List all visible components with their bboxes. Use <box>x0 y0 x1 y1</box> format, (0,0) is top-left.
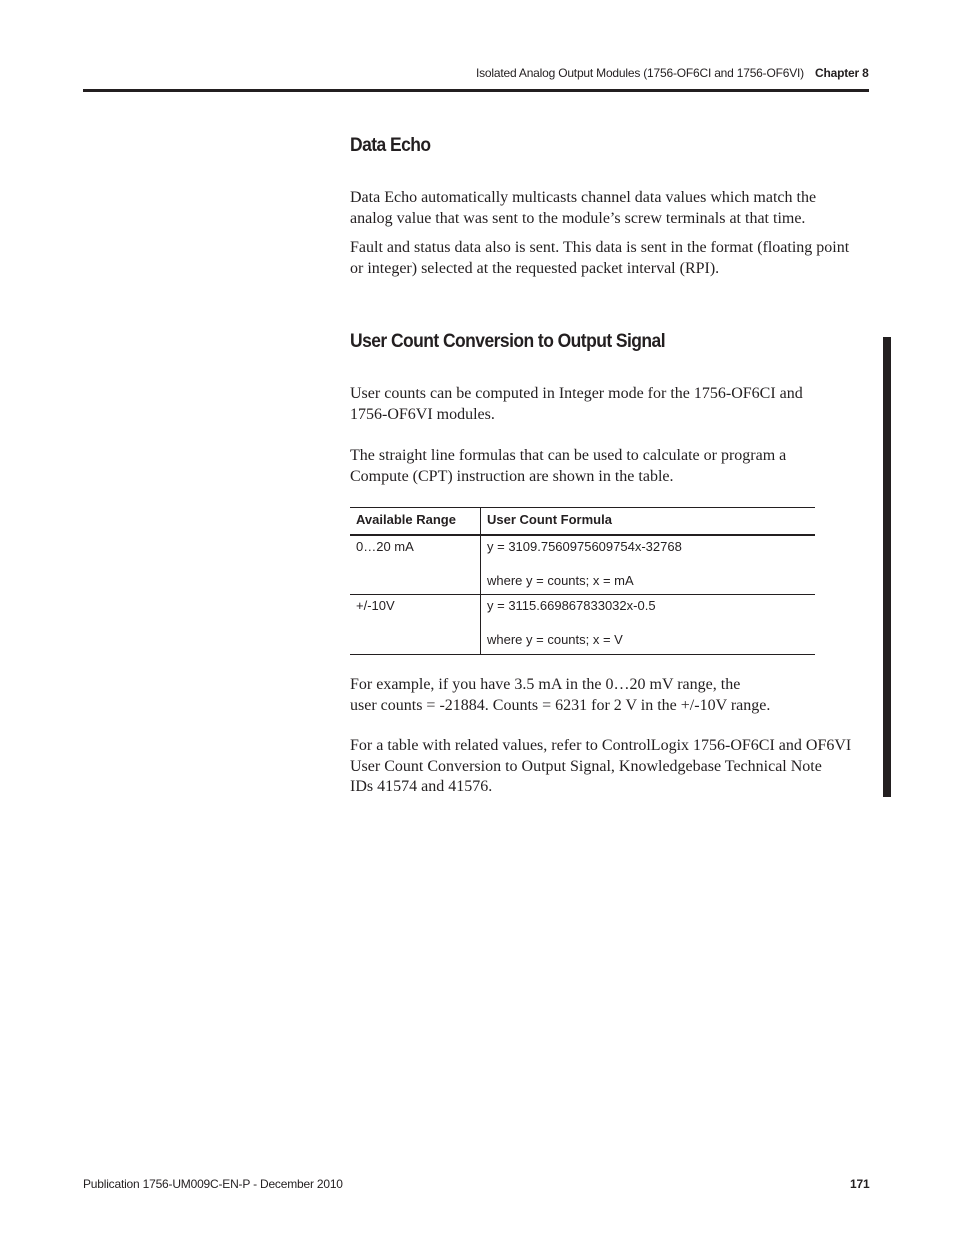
text-line: 1756-OF6VI modules. <box>350 405 495 423</box>
text-line: analog value that was sent to the module’s screw terminals at that time. <box>350 209 806 227</box>
text-line: For a table with related values, refer to ControlLogix 1756-OF6CI and OF6VI <box>350 737 852 754</box>
publication-footer: Publication 1756-UM009C-EN-P - December 2010 <box>83 1177 343 1191</box>
formula-value: y = 3115.669867833032x-0.5 <box>487 598 656 613</box>
page-number: 171 <box>850 1177 870 1191</box>
range-value: 0…20 mA <box>356 538 414 554</box>
text-line: or integer) selected at the requested packet interval (RPI). <box>350 259 720 277</box>
range-cell <box>350 595 481 655</box>
user-count-heading: User Count Conversion to Output Signal <box>350 331 666 352</box>
text-line: For example, if you have 3.5 mA in the 0…20 mV range, the <box>350 676 741 693</box>
reference-paragraph <box>350 736 875 798</box>
formula-note: where y = counts; x = mA <box>487 572 634 588</box>
formula-cell <box>481 595 816 655</box>
column-header-formula: User Count Formula <box>481 508 816 535</box>
formula-note: where y = counts; x = V <box>487 632 623 647</box>
user-count-paragraph-1 <box>350 384 875 425</box>
data-echo-heading: Data Echo <box>350 135 431 156</box>
example-paragraph <box>350 675 875 716</box>
data-echo-paragraph-2 <box>350 238 875 279</box>
text-line: Fault and status data also is sent. This data is sent in the format (floating point <box>350 239 850 256</box>
formula-table <box>350 507 815 655</box>
range-value: +/-10V <box>356 598 395 613</box>
table-header-row <box>350 508 815 535</box>
text-line: user counts = -21884. Counts = 6231 for 2 V in the +/-10V range. <box>350 696 771 714</box>
text-line: User counts can be computed in Integer mode for the 1756-OF6CI and <box>350 385 803 402</box>
text-line: The straight line formulas that can be used to calculate or program a <box>350 447 787 464</box>
range-cell <box>350 535 481 595</box>
column-header-range: Available Range <box>350 508 481 535</box>
formula-value: y = 3109.7560975609754x-32768 <box>487 538 682 554</box>
user-count-paragraph-2 <box>350 446 875 487</box>
text-line: User Count Conversion to Output Signal, Knowledgebase Technical Note <box>350 757 822 775</box>
text-line: IDs 41574 and 41576. <box>350 778 493 795</box>
header-rule <box>83 89 869 92</box>
text-line: Compute (CPT) instruction are shown in the table. <box>350 467 674 485</box>
table-row <box>350 595 815 655</box>
formula-cell <box>481 535 816 595</box>
data-echo-paragraph-1 <box>350 188 875 229</box>
chapter-side-bar <box>883 337 891 797</box>
chapter-label: Chapter 8 <box>815 66 869 80</box>
running-header-title: Isolated Analog Output Modules (1756-OF6CI and 1756-OF6VI) <box>476 66 804 80</box>
table-row <box>350 535 815 595</box>
text-line: Data Echo automatically multicasts channel data values which match the <box>350 189 817 206</box>
